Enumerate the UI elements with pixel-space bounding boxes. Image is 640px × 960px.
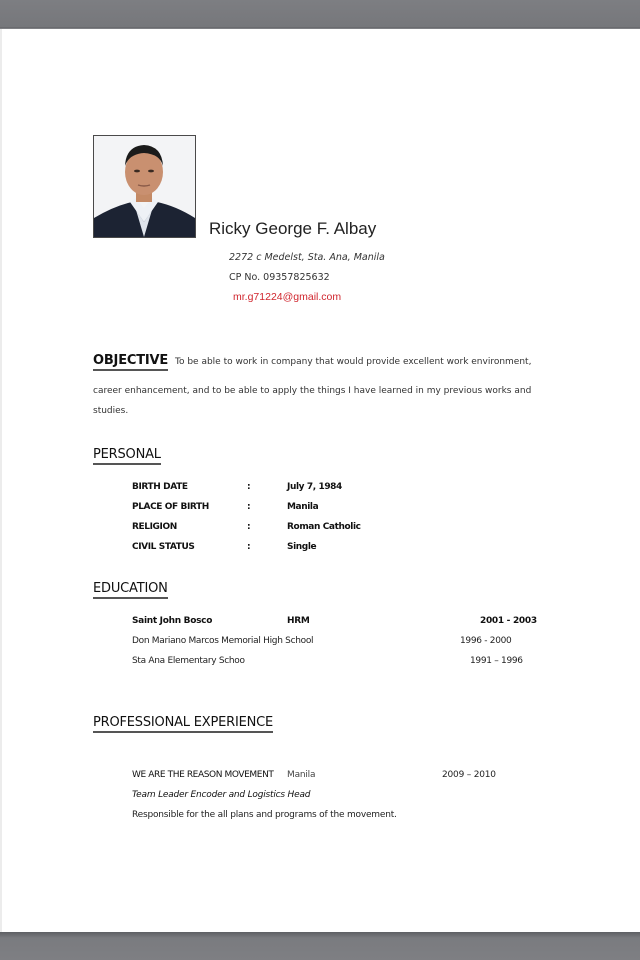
- personal-separator: :: [247, 542, 251, 552]
- personal-value: July 7, 1984: [287, 482, 342, 492]
- personal-value: Manila: [287, 502, 319, 512]
- experience-organization: WE ARE THE REASON MOVEMENT: [132, 770, 274, 780]
- education-course: HRM: [287, 616, 310, 626]
- personal-label: BIRTH DATE: [132, 482, 188, 492]
- education-years: 2001 - 2003: [480, 616, 537, 626]
- experience-location: Manila: [287, 770, 316, 780]
- section-title-education: EDUCATION: [93, 581, 168, 599]
- candidate-email-link[interactable]: mr.g71224@gmail.com: [233, 291, 342, 303]
- personal-label: CIVIL STATUS: [132, 542, 195, 552]
- profile-photo: [93, 135, 196, 238]
- experience-role: Team Leader Encoder and Logistics Head: [132, 790, 311, 800]
- education-school: Sta Ana Elementary Schoo: [132, 656, 245, 666]
- personal-separator: :: [247, 482, 251, 492]
- resume-page[interactable]: [0, 29, 640, 932]
- objective-text-line: To be able to work in company that would provide excellent work environment,: [175, 357, 532, 367]
- education-years: 1991 – 1996: [470, 656, 523, 666]
- personal-label: RELIGION: [132, 522, 177, 532]
- candidate-phone: CP No. 09357825632: [229, 272, 330, 283]
- education-school: Saint John Bosco: [132, 616, 213, 626]
- viewer-bottom-band: [0, 932, 640, 960]
- personal-value: Single: [287, 542, 317, 552]
- candidate-address: 2272 c Medelst, Sta. Ana, Manila: [229, 252, 385, 263]
- personal-label: PLACE OF BIRTH: [132, 502, 209, 512]
- section-title-professional-experience: PROFESSIONAL EXPERIENCE: [93, 715, 273, 733]
- profile-photo-image: [94, 136, 195, 237]
- personal-separator: :: [247, 502, 251, 512]
- experience-years: 2009 – 2010: [442, 770, 496, 780]
- objective-text-line: career enhancement, and to be able to apply the things I have learned in my previous works and: [93, 386, 532, 396]
- section-title-objective: OBJECTIVE: [93, 353, 168, 371]
- viewer-top-band: [0, 0, 640, 28]
- section-title-personal: PERSONAL: [93, 447, 161, 465]
- candidate-name: Ricky George F. Albay: [209, 219, 377, 238]
- experience-description: Responsible for the all plans and programs of the movement.: [132, 810, 397, 820]
- personal-separator: :: [247, 522, 251, 532]
- personal-value: Roman Catholic: [287, 522, 361, 532]
- education-school: Don Mariano Marcos Memorial High School: [132, 636, 314, 646]
- education-years: 1996 - 2000: [460, 636, 512, 646]
- objective-text-line: studies.: [93, 406, 129, 416]
